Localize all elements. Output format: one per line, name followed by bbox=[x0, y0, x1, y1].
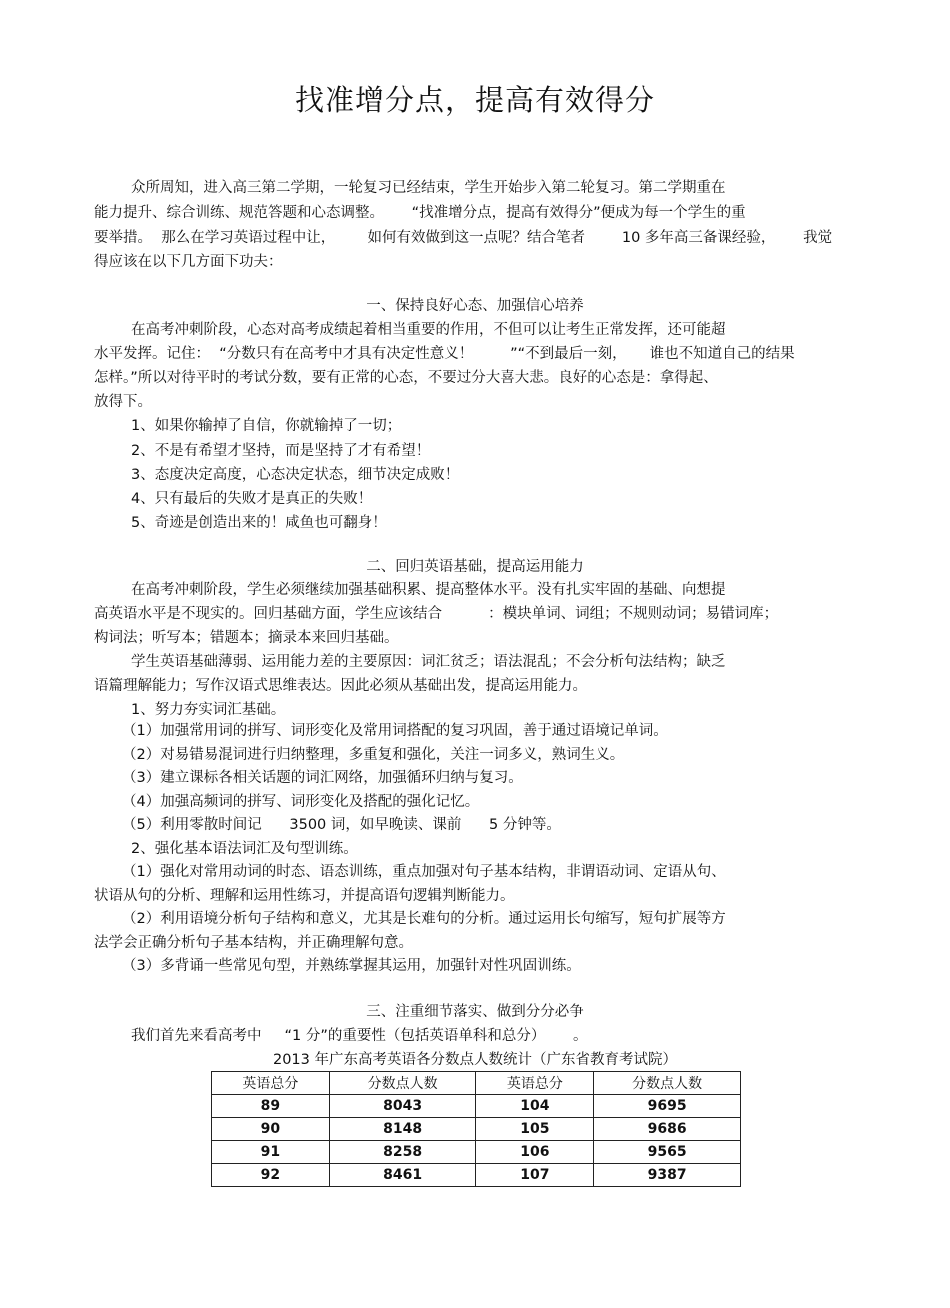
table-header: 英语总分 bbox=[212, 1072, 330, 1095]
list-item: （3）多背诵一些常见句型，并熟练掌握其运用，加强针对性巩固训练。 bbox=[122, 958, 581, 974]
paragraph-line: 在高考冲刺阶段，学生必须继续加强基础积累、提高整体水平。没有扎实牢固的基础、向想提 bbox=[131, 582, 726, 598]
table-cell: 107 bbox=[476, 1164, 594, 1187]
table-row bbox=[212, 1164, 741, 1187]
page-title: 找准增分点，提高有效得分 bbox=[294, 83, 655, 117]
list-item: （2）利用语境分析句子结构和意义，尤其是长难句的分析。通过运用长句缩写，短句扩展等方 bbox=[122, 911, 726, 927]
table-row bbox=[212, 1095, 741, 1118]
paragraph-line: 我们首先来看高考中 “1 分”的重要性（包括英语单科和总分） 。 bbox=[131, 1028, 588, 1044]
intro-line: 要举措。 那么在学习英语过程中让， 如何有效做到这一点呢？结合笔者 10 多年高三备课经验， 我觉 bbox=[94, 230, 833, 246]
section-heading: 二、回归英语基础，提高运用能力 bbox=[366, 559, 584, 575]
paragraph-line: 在高考冲刺阶段，心态对高考成绩起着相当重要的作用，不但可以让考生正常发挥，还可能超 bbox=[131, 322, 726, 338]
section-heading: 三、注重细节落实、做到分分必争 bbox=[366, 1004, 584, 1020]
table-header: 分数点人数 bbox=[329, 1072, 476, 1095]
table-cell: 105 bbox=[476, 1118, 594, 1141]
table-header-row bbox=[212, 1072, 741, 1095]
score-table bbox=[211, 1071, 741, 1187]
subsection-heading: 1、努力夯实词汇基础。 bbox=[131, 702, 286, 718]
paragraph-line: 高英语水平是不现实的。回归基础方面，学生应该结合 ：模块单词、词组；不规则动词；易错词库； bbox=[94, 606, 779, 622]
intro-line: 众所周知，进入高三第二学期，一轮复习已经结束，学生开始步入第二轮复习。第二学期重在 bbox=[131, 180, 726, 196]
table-cell: 8043 bbox=[329, 1095, 476, 1118]
table-cell: 89 bbox=[212, 1095, 330, 1118]
list-item: （5）利用零散时间记 3500 词，如早晚读、课前 5 分钟等。 bbox=[122, 817, 561, 833]
table-cell: 8258 bbox=[329, 1141, 476, 1164]
list-item: （3）建立课标各相关话题的词汇网络，加强循环归纳与复习。 bbox=[122, 770, 523, 786]
list-item: 状语从句的分析、理解和运用性练习，并提高语句逻辑判断能力。 bbox=[94, 888, 515, 904]
table-cell: 9695 bbox=[594, 1095, 741, 1118]
table-header: 分数点人数 bbox=[594, 1072, 741, 1095]
list-item: （1）加强常用词的拼写、词形变化及常用词搭配的复习巩固，善于通过语境记单词。 bbox=[122, 723, 668, 739]
section-heading: 一、保持良好心态、加强信心培养 bbox=[366, 298, 584, 314]
list-item: 4、只有最后的失败才是真正的失败！ bbox=[131, 491, 373, 507]
table-cell: 9686 bbox=[594, 1118, 741, 1141]
table-cell: 90 bbox=[212, 1118, 330, 1141]
list-item: （2）对易错易混词进行归纳整理，多重复和强化，关注一词多义，熟词生义。 bbox=[122, 747, 625, 763]
table-row bbox=[212, 1141, 741, 1164]
paragraph-line: 放得下。 bbox=[94, 394, 152, 410]
list-item: 3、态度决定高度，心态决定状态，细节决定成败！ bbox=[131, 467, 460, 483]
intro-line: 能力提升、综合训练、规范答题和心态调整。 “找准增分点，提高有效得分”便成为每一个学生的重 bbox=[94, 205, 746, 221]
list-item: 2、不是有希望才坚持，而是坚持了才有希望！ bbox=[131, 443, 431, 459]
table-cell: 9387 bbox=[594, 1164, 741, 1187]
paragraph-line: 怎样。”所以对待平时的考试分数，要有正常的心态，不要过分大喜大悲。良好的心态是：拿得起、 bbox=[94, 370, 718, 386]
table-header: 英语总分 bbox=[476, 1072, 594, 1095]
paragraph-line: 水平发挥。记住： “分数只有在高考中才具有决定性意义！ ”“不到最后一刻， 谁也不知道自己的结果 bbox=[94, 346, 795, 362]
table-cell: 104 bbox=[476, 1095, 594, 1118]
table-row bbox=[212, 1118, 741, 1141]
table-cell: 9565 bbox=[594, 1141, 741, 1164]
list-item: （1）强化对常用动词的时态、语态训练，重点加强对句子基本结构，非谓语动词、定语从句、 bbox=[122, 864, 726, 880]
subsection-heading: 2、强化基本语法词汇及句型训练。 bbox=[131, 841, 358, 857]
table-cell: 92 bbox=[212, 1164, 330, 1187]
list-item: 法学会正确分析句子基本结构，并正确理解句意。 bbox=[94, 935, 413, 951]
intro-line: 得应该在以下几方面下功夫： bbox=[94, 254, 283, 270]
table-cell: 91 bbox=[212, 1141, 330, 1164]
paragraph-line: 学生英语基础薄弱、运用能力差的主要原因：词汇贫乏；语法混乱；不会分析句法结构；缺乏 bbox=[131, 654, 726, 670]
table-cell: 106 bbox=[476, 1141, 594, 1164]
table-cell: 8148 bbox=[329, 1118, 476, 1141]
list-item: 1、如果你输掉了自信，你就输掉了一切； bbox=[131, 418, 402, 434]
paragraph-line: 构词法；听写本；错题本；摘录本来回归基础。 bbox=[94, 630, 399, 646]
list-item: （4）加强高频词的拼写、词形变化及搭配的强化记忆。 bbox=[122, 794, 480, 810]
list-item: 5、奇迹是创造出来的！咸鱼也可翻身！ bbox=[131, 515, 387, 531]
paragraph-line: 语篇理解能力；写作汉语式思维表达。因此必须从基础出发，提高运用能力。 bbox=[94, 678, 587, 694]
table-cell: 8461 bbox=[329, 1164, 476, 1187]
table-caption: 2013 年广东高考英语各分数点人数统计（广东省教育考试院） bbox=[272, 1052, 677, 1068]
